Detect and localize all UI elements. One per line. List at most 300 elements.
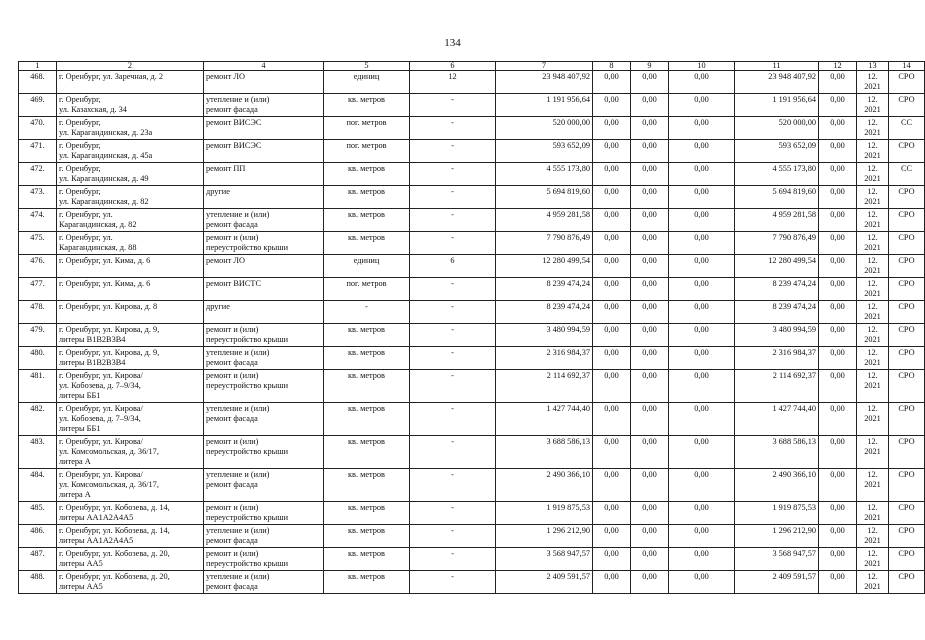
method-cell: СРО	[889, 232, 925, 255]
fund-cell: 0,00	[669, 571, 735, 594]
fund-cell: 0,00	[631, 255, 669, 278]
unit-cell: пог. метров	[324, 140, 410, 163]
fund-cell: 0,00	[593, 255, 631, 278]
owners-funds-cell: 3 480 994,59	[735, 324, 819, 347]
table-row	[19, 278, 925, 301]
repair-registry-table	[18, 61, 925, 594]
quantity-cell: -	[410, 117, 496, 140]
unit-cell: единиц	[324, 255, 410, 278]
row-number: 484.	[19, 469, 57, 502]
fund-cell: 0,00	[593, 117, 631, 140]
quantity-cell: -	[410, 140, 496, 163]
total-cost-cell: 1 296 212,90	[496, 525, 593, 548]
owners-funds-cell: 7 790 876,49	[735, 232, 819, 255]
unit-cell: кв. метров	[324, 502, 410, 525]
fund-cell: 0,00	[593, 502, 631, 525]
total-cost-cell: 2 114 692,37	[496, 370, 593, 403]
work-type-cell: ремонт ВИСТС	[204, 278, 324, 301]
fund-cell: 0,00	[669, 278, 735, 301]
total-cost-cell: 3 568 947,57	[496, 548, 593, 571]
deadline-cell: 12. 2021	[857, 232, 889, 255]
method-cell: СРО	[889, 347, 925, 370]
owners-funds-cell: 8 239 474,24	[735, 278, 819, 301]
method-cell: СС	[889, 117, 925, 140]
work-type-cell: ремонт ЛО	[204, 255, 324, 278]
total-cost-cell: 8 239 474,24	[496, 301, 593, 324]
fund-cell: 0,00	[669, 186, 735, 209]
total-cost-cell: 3 688 586,13	[496, 436, 593, 469]
fund-cell: 0,00	[631, 370, 669, 403]
fund-cell: 0,00	[593, 71, 631, 94]
unit-cell: кв. метров	[324, 324, 410, 347]
fund-cell: 0,00	[669, 548, 735, 571]
deadline-cell: 12. 2021	[857, 403, 889, 436]
work-type-cell: утепление и (или) ремонт фасада	[204, 347, 324, 370]
method-cell: СРО	[889, 94, 925, 117]
row-number: 473.	[19, 186, 57, 209]
fund-cell: 0,00	[593, 232, 631, 255]
address-cell: г. Оренбург, ул. Кирова, д. 9, литеры В1В2В3В4	[57, 324, 204, 347]
fund-cell: 0,00	[669, 370, 735, 403]
column-number-cell: 1	[19, 62, 57, 71]
fund-cell: 0,00	[819, 347, 857, 370]
table-row	[19, 525, 925, 548]
deadline-cell: 12. 2021	[857, 436, 889, 469]
deadline-cell: 12. 2021	[857, 255, 889, 278]
deadline-cell: 12. 2021	[857, 71, 889, 94]
total-cost-cell: 1 427 744,40	[496, 403, 593, 436]
quantity-cell: -	[410, 548, 496, 571]
fund-cell: 0,00	[631, 117, 669, 140]
method-cell: СРО	[889, 469, 925, 502]
row-number: 483.	[19, 436, 57, 469]
fund-cell: 0,00	[669, 232, 735, 255]
fund-cell: 0,00	[593, 370, 631, 403]
owners-funds-cell: 520 000,00	[735, 117, 819, 140]
fund-cell: 0,00	[669, 255, 735, 278]
work-type-cell: утепление и (или) ремонт фасада	[204, 469, 324, 502]
table-row	[19, 571, 925, 594]
fund-cell: 0,00	[669, 469, 735, 502]
work-type-cell: утепление и (или) ремонт фасада	[204, 94, 324, 117]
quantity-cell: -	[410, 186, 496, 209]
fund-cell: 0,00	[669, 140, 735, 163]
address-cell: г. Оренбург, ул. Кобозева, д. 20, литеры АА5	[57, 548, 204, 571]
quantity-cell: -	[410, 571, 496, 594]
table-row	[19, 186, 925, 209]
row-number: 487.	[19, 548, 57, 571]
column-number-cell: 2	[57, 62, 204, 71]
quantity-cell: -	[410, 502, 496, 525]
unit-cell: кв. метров	[324, 94, 410, 117]
fund-cell: 0,00	[819, 140, 857, 163]
address-cell: г. Оренбург, ул. Кима, д. 6	[57, 278, 204, 301]
fund-cell: 0,00	[631, 186, 669, 209]
column-number-cell: 8	[593, 62, 631, 71]
fund-cell: 0,00	[631, 548, 669, 571]
owners-funds-cell: 4 555 173,80	[735, 163, 819, 186]
table-row	[19, 301, 925, 324]
deadline-cell: 12. 2021	[857, 571, 889, 594]
deadline-cell: 12. 2021	[857, 324, 889, 347]
address-cell: г. Оренбург, ул. Кирова/ ул. Комсомольская, д. 36/17, литера А	[57, 436, 204, 469]
unit-cell: кв. метров	[324, 571, 410, 594]
owners-funds-cell: 5 694 819,60	[735, 186, 819, 209]
fund-cell: 0,00	[669, 502, 735, 525]
row-number: 470.	[19, 117, 57, 140]
total-cost-cell: 12 280 499,54	[496, 255, 593, 278]
fund-cell: 0,00	[593, 163, 631, 186]
owners-funds-cell: 2 490 366,10	[735, 469, 819, 502]
fund-cell: 0,00	[819, 436, 857, 469]
fund-cell: 0,00	[631, 209, 669, 232]
row-number: 471.	[19, 140, 57, 163]
column-number-cell: 10	[669, 62, 735, 71]
fund-cell: 0,00	[631, 278, 669, 301]
table-row	[19, 209, 925, 232]
row-number: 479.	[19, 324, 57, 347]
unit-cell: кв. метров	[324, 370, 410, 403]
unit-cell: кв. метров	[324, 548, 410, 571]
fund-cell: 0,00	[593, 140, 631, 163]
method-cell: СРО	[889, 140, 925, 163]
fund-cell: 0,00	[669, 403, 735, 436]
owners-funds-cell: 1 296 212,90	[735, 525, 819, 548]
work-type-cell: ремонт ЛО	[204, 71, 324, 94]
work-type-cell: ремонт и (или) переустройство крыши	[204, 502, 324, 525]
row-number: 477.	[19, 278, 57, 301]
total-cost-cell: 23 948 407,92	[496, 71, 593, 94]
deadline-cell: 12. 2021	[857, 209, 889, 232]
owners-funds-cell: 2 114 692,37	[735, 370, 819, 403]
deadline-cell: 12. 2021	[857, 140, 889, 163]
fund-cell: 0,00	[819, 232, 857, 255]
fund-cell: 0,00	[819, 370, 857, 403]
method-cell: СРО	[889, 370, 925, 403]
work-type-cell: ремонт и (или) переустройство крыши	[204, 370, 324, 403]
fund-cell: 0,00	[669, 71, 735, 94]
column-number-cell: 6	[410, 62, 496, 71]
deadline-cell: 12. 2021	[857, 548, 889, 571]
method-cell: СРО	[889, 571, 925, 594]
fund-cell: 0,00	[631, 94, 669, 117]
fund-cell: 0,00	[593, 548, 631, 571]
deadline-cell: 12. 2021	[857, 502, 889, 525]
fund-cell: 0,00	[593, 278, 631, 301]
address-cell: г. Оренбург, ул. Кобозева, д. 20, литеры АА5	[57, 571, 204, 594]
fund-cell: 0,00	[819, 301, 857, 324]
table-row	[19, 324, 925, 347]
fund-cell: 0,00	[593, 403, 631, 436]
method-cell: СРО	[889, 436, 925, 469]
table-row	[19, 403, 925, 436]
table-row	[19, 502, 925, 525]
fund-cell: 0,00	[819, 186, 857, 209]
fund-cell: 0,00	[669, 436, 735, 469]
fund-cell: 0,00	[819, 278, 857, 301]
unit-cell: кв. метров	[324, 525, 410, 548]
deadline-cell: 12. 2021	[857, 469, 889, 502]
method-cell: СРО	[889, 403, 925, 436]
deadline-cell: 12. 2021	[857, 117, 889, 140]
quantity-cell: -	[410, 94, 496, 117]
fund-cell: 0,00	[669, 209, 735, 232]
unit-cell: единиц	[324, 71, 410, 94]
total-cost-cell: 1 919 875,53	[496, 502, 593, 525]
table-row	[19, 163, 925, 186]
fund-cell: 0,00	[819, 94, 857, 117]
table-row	[19, 469, 925, 502]
method-cell: СС	[889, 163, 925, 186]
total-cost-cell: 1 191 956,64	[496, 94, 593, 117]
address-cell: г. Оренбург, ул. Карагандинская, д. 82	[57, 186, 204, 209]
work-type-cell: ремонт ПП	[204, 163, 324, 186]
row-number: 475.	[19, 232, 57, 255]
deadline-cell: 12. 2021	[857, 278, 889, 301]
address-cell: г. Оренбург, ул. Кирова/ ул. Комсомольская, д. 36/17, литера А	[57, 469, 204, 502]
row-number: 488.	[19, 571, 57, 594]
work-type-cell: утепление и (или) ремонт фасада	[204, 571, 324, 594]
row-number: 478.	[19, 301, 57, 324]
row-number: 485.	[19, 502, 57, 525]
column-number-row	[19, 62, 925, 71]
work-type-cell: ремонт и (или) переустройство крыши	[204, 324, 324, 347]
deadline-cell: 12. 2021	[857, 301, 889, 324]
work-type-cell: другие	[204, 186, 324, 209]
work-type-cell: утепление и (или) ремонт фасада	[204, 209, 324, 232]
fund-cell: 0,00	[819, 403, 857, 436]
table-row	[19, 117, 925, 140]
method-cell: СРО	[889, 186, 925, 209]
fund-cell: 0,00	[631, 140, 669, 163]
quantity-cell: -	[410, 436, 496, 469]
address-cell: г. Оренбург, ул. Кирова/ ул. Кобозева, д. 7–9/34, литеры ББ1	[57, 370, 204, 403]
quantity-cell: -	[410, 278, 496, 301]
table-row	[19, 347, 925, 370]
fund-cell: 0,00	[593, 571, 631, 594]
fund-cell: 0,00	[819, 469, 857, 502]
table-row	[19, 140, 925, 163]
work-type-cell: ремонт и (или) переустройство крыши	[204, 548, 324, 571]
row-number: 486.	[19, 525, 57, 548]
fund-cell: 0,00	[669, 301, 735, 324]
column-number-cell: 12	[819, 62, 857, 71]
fund-cell: 0,00	[593, 186, 631, 209]
unit-cell: кв. метров	[324, 403, 410, 436]
deadline-cell: 12. 2021	[857, 94, 889, 117]
address-cell: г. Оренбург, ул. Кирова, д. 8	[57, 301, 204, 324]
work-type-cell: утепление и (или) ремонт фасада	[204, 525, 324, 548]
table-row	[19, 255, 925, 278]
quantity-cell: 6	[410, 255, 496, 278]
address-cell: г. Оренбург, ул. Кирова, д. 9, литеры В1В2В3В4	[57, 347, 204, 370]
owners-funds-cell: 2 316 984,37	[735, 347, 819, 370]
owners-funds-cell: 1 191 956,64	[735, 94, 819, 117]
fund-cell: 0,00	[819, 502, 857, 525]
column-number-cell: 13	[857, 62, 889, 71]
fund-cell: 0,00	[631, 502, 669, 525]
owners-funds-cell: 3 688 586,13	[735, 436, 819, 469]
owners-funds-cell: 1 427 744,40	[735, 403, 819, 436]
unit-cell: кв. метров	[324, 186, 410, 209]
address-cell: г. Оренбург, ул. Карагандинская, д. 45а	[57, 140, 204, 163]
address-cell: г. Оренбург, ул. Карагандинская, д. 23а	[57, 117, 204, 140]
unit-cell: кв. метров	[324, 436, 410, 469]
fund-cell: 0,00	[631, 525, 669, 548]
column-number-cell: 11	[735, 62, 819, 71]
fund-cell: 0,00	[669, 94, 735, 117]
owners-funds-cell: 1 919 875,53	[735, 502, 819, 525]
fund-cell: 0,00	[631, 163, 669, 186]
fund-cell: 0,00	[631, 324, 669, 347]
fund-cell: 0,00	[669, 347, 735, 370]
owners-funds-cell: 12 280 499,54	[735, 255, 819, 278]
quantity-cell: -	[410, 370, 496, 403]
total-cost-cell: 4 959 281,58	[496, 209, 593, 232]
column-number-cell: 5	[324, 62, 410, 71]
table-row	[19, 436, 925, 469]
column-number-cell: 7	[496, 62, 593, 71]
table-row	[19, 71, 925, 94]
quantity-cell: -	[410, 347, 496, 370]
fund-cell: 0,00	[819, 525, 857, 548]
fund-cell: 0,00	[819, 571, 857, 594]
method-cell: СРО	[889, 301, 925, 324]
fund-cell: 0,00	[669, 163, 735, 186]
total-cost-cell: 2 490 366,10	[496, 469, 593, 502]
table-row	[19, 232, 925, 255]
method-cell: СРО	[889, 548, 925, 571]
total-cost-cell: 2 409 591,57	[496, 571, 593, 594]
quantity-cell: -	[410, 232, 496, 255]
total-cost-cell: 4 555 173,80	[496, 163, 593, 186]
fund-cell: 0,00	[593, 525, 631, 548]
work-type-cell: утепление и (или) ремонт фасада	[204, 403, 324, 436]
unit-cell: пог. метров	[324, 278, 410, 301]
owners-funds-cell: 4 959 281,58	[735, 209, 819, 232]
method-cell: СРО	[889, 525, 925, 548]
unit-cell: кв. метров	[324, 163, 410, 186]
row-number: 469.	[19, 94, 57, 117]
fund-cell: 0,00	[631, 436, 669, 469]
column-number-cell: 14	[889, 62, 925, 71]
address-cell: г. Оренбург, ул. Карагандинская, д. 49	[57, 163, 204, 186]
method-cell: СРО	[889, 209, 925, 232]
fund-cell: 0,00	[593, 347, 631, 370]
fund-cell: 0,00	[819, 163, 857, 186]
fund-cell: 0,00	[631, 71, 669, 94]
row-number: 474.	[19, 209, 57, 232]
fund-cell: 0,00	[819, 255, 857, 278]
row-number: 482.	[19, 403, 57, 436]
work-type-cell: ремонт и (или) переустройство крыши	[204, 232, 324, 255]
owners-funds-cell: 2 409 591,57	[735, 571, 819, 594]
page-number: 134	[444, 37, 461, 49]
table-row	[19, 548, 925, 571]
quantity-cell: -	[410, 209, 496, 232]
total-cost-cell: 5 694 819,60	[496, 186, 593, 209]
table-row	[19, 94, 925, 117]
address-cell: г. Оренбург, ул. Кирова/ ул. Кобозева, д. 7–9/34, литеры ББ1	[57, 403, 204, 436]
total-cost-cell: 3 480 994,59	[496, 324, 593, 347]
address-cell: г. Оренбург, ул. Казахская, д. 34	[57, 94, 204, 117]
column-number-cell: 9	[631, 62, 669, 71]
work-type-cell: ремонт и (или) переустройство крыши	[204, 436, 324, 469]
unit-cell: кв. метров	[324, 347, 410, 370]
deadline-cell: 12. 2021	[857, 186, 889, 209]
deadline-cell: 12. 2021	[857, 347, 889, 370]
total-cost-cell: 7 790 876,49	[496, 232, 593, 255]
row-number: 472.	[19, 163, 57, 186]
address-cell: г. Оренбург, ул. Кима, д. 6	[57, 255, 204, 278]
fund-cell: 0,00	[819, 324, 857, 347]
address-cell: г. Оренбург, ул. Карагандинская, д. 88	[57, 232, 204, 255]
owners-funds-cell: 593 652,09	[735, 140, 819, 163]
unit-cell: -	[324, 301, 410, 324]
work-type-cell: ремонт ВИСЭС	[204, 140, 324, 163]
fund-cell: 0,00	[819, 209, 857, 232]
fund-cell: 0,00	[819, 548, 857, 571]
fund-cell: 0,00	[669, 117, 735, 140]
quantity-cell: -	[410, 525, 496, 548]
total-cost-cell: 8 239 474,24	[496, 278, 593, 301]
fund-cell: 0,00	[593, 469, 631, 502]
total-cost-cell: 2 316 984,37	[496, 347, 593, 370]
unit-cell: пог. метров	[324, 117, 410, 140]
deadline-cell: 12. 2021	[857, 370, 889, 403]
fund-cell: 0,00	[631, 347, 669, 370]
deadline-cell: 12. 2021	[857, 525, 889, 548]
fund-cell: 0,00	[593, 301, 631, 324]
column-number-cell: 4	[204, 62, 324, 71]
owners-funds-cell: 8 239 474,24	[735, 301, 819, 324]
quantity-cell: 12	[410, 71, 496, 94]
fund-cell: 0,00	[631, 571, 669, 594]
work-type-cell: другие	[204, 301, 324, 324]
quantity-cell: -	[410, 324, 496, 347]
fund-cell: 0,00	[819, 117, 857, 140]
table-row	[19, 370, 925, 403]
total-cost-cell: 520 000,00	[496, 117, 593, 140]
fund-cell: 0,00	[819, 71, 857, 94]
address-cell: г. Оренбург, ул. Карагандинская, д. 82	[57, 209, 204, 232]
quantity-cell: -	[410, 163, 496, 186]
quantity-cell: -	[410, 469, 496, 502]
address-cell: г. Оренбург, ул. Заречная, д. 2	[57, 71, 204, 94]
unit-cell: кв. метров	[324, 209, 410, 232]
fund-cell: 0,00	[593, 209, 631, 232]
fund-cell: 0,00	[593, 94, 631, 117]
fund-cell: 0,00	[631, 403, 669, 436]
owners-funds-cell: 3 568 947,57	[735, 548, 819, 571]
unit-cell: кв. метров	[324, 232, 410, 255]
quantity-cell: -	[410, 403, 496, 436]
deadline-cell: 12. 2021	[857, 163, 889, 186]
fund-cell: 0,00	[669, 525, 735, 548]
table-body	[19, 71, 925, 594]
method-cell: СРО	[889, 278, 925, 301]
work-type-cell: ремонт ВИСЭС	[204, 117, 324, 140]
unit-cell: кв. метров	[324, 469, 410, 502]
total-cost-cell: 593 652,09	[496, 140, 593, 163]
method-cell: СРО	[889, 324, 925, 347]
method-cell: СРО	[889, 71, 925, 94]
address-cell: г. Оренбург, ул. Кобозева, д. 14, литеры АА1А2А4А5	[57, 525, 204, 548]
fund-cell: 0,00	[631, 232, 669, 255]
row-number: 480.	[19, 347, 57, 370]
quantity-cell: -	[410, 301, 496, 324]
fund-cell: 0,00	[631, 301, 669, 324]
